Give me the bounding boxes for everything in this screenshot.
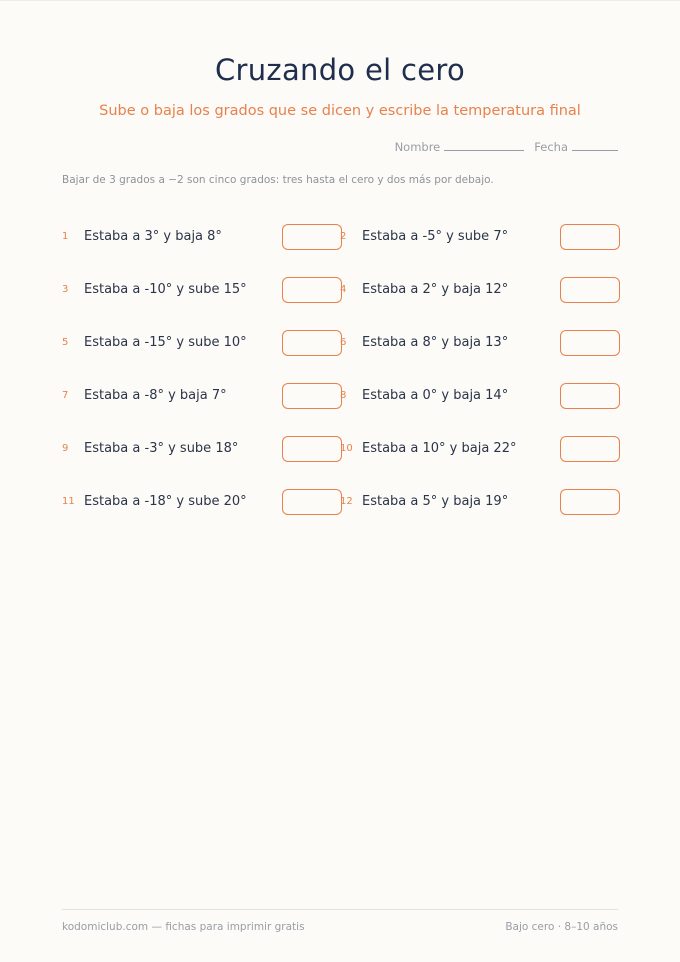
date-label: Fecha [534, 140, 568, 154]
footer-topic: Bajo cero · 8–10 años [505, 921, 618, 933]
name-date-fields [395, 140, 618, 154]
exercise-number: 2 [340, 231, 347, 242]
exercise-prompt: Estaba a 3° y baja 8° [84, 229, 222, 244]
name-blank-line[interactable] [444, 150, 524, 151]
footer-divider [62, 909, 618, 910]
answer-box[interactable] [560, 330, 620, 356]
exercise-number: 3 [62, 284, 69, 295]
exercise-prompt: Estaba a -10° y sube 15° [84, 282, 247, 297]
exercise-number: 9 [62, 443, 69, 454]
exercise-prompt: Estaba a -5° y sube 7° [362, 229, 509, 244]
exercise-prompt: Estaba a 2° y baja 12° [362, 282, 509, 297]
answer-box[interactable] [282, 436, 342, 462]
exercise-prompt: Estaba a 0° y baja 14° [362, 388, 509, 403]
answer-box[interactable] [560, 489, 620, 515]
answer-box[interactable] [282, 330, 342, 356]
instructions: Bajar de 3 grados a −2 son cinco grados: tres hasta el cero y dos más por debajo. [62, 174, 494, 186]
answer-box[interactable] [282, 277, 342, 303]
exercise-prompt: Estaba a 10° y baja 22° [362, 441, 517, 456]
exercise-number: 6 [340, 337, 347, 348]
exercise-number: 7 [62, 390, 69, 401]
exercise-prompt: Estaba a 8° y baja 13° [362, 335, 509, 350]
exercise-number: 11 [62, 496, 75, 507]
exercise-prompt: Estaba a -3° y sube 18° [84, 441, 239, 456]
exercise-number: 1 [62, 231, 69, 242]
exercise-prompt: Estaba a 5° y baja 19° [362, 494, 509, 509]
answer-box[interactable] [282, 224, 342, 250]
exercise-prompt: Estaba a -8° y baja 7° [84, 388, 227, 403]
exercise-number: 8 [340, 390, 347, 401]
exercise-number: 4 [340, 284, 347, 295]
exercise-prompt: Estaba a -18° y sube 20° [84, 494, 247, 509]
footer-site: kodomiclub.com — fichas para imprimir gratis [62, 921, 305, 933]
answer-box[interactable] [282, 489, 342, 515]
exercise-number: 5 [62, 337, 69, 348]
exercise-prompt: Estaba a -15° y sube 10° [84, 335, 247, 350]
page-subtitle: Sube o baja los grados que se dicen y escribe la temperatura final [99, 103, 581, 119]
answer-box[interactable] [560, 436, 620, 462]
name-label: Nombre [394, 140, 441, 154]
answer-box[interactable] [560, 224, 620, 250]
exercise-number: 10 [340, 443, 353, 454]
exercise-number: 12 [340, 496, 353, 507]
date-blank-line[interactable] [572, 150, 618, 151]
answer-box[interactable] [560, 277, 620, 303]
answer-box[interactable] [282, 383, 342, 409]
page-title: Cruzando el cero [214, 53, 466, 87]
answer-box[interactable] [560, 383, 620, 409]
